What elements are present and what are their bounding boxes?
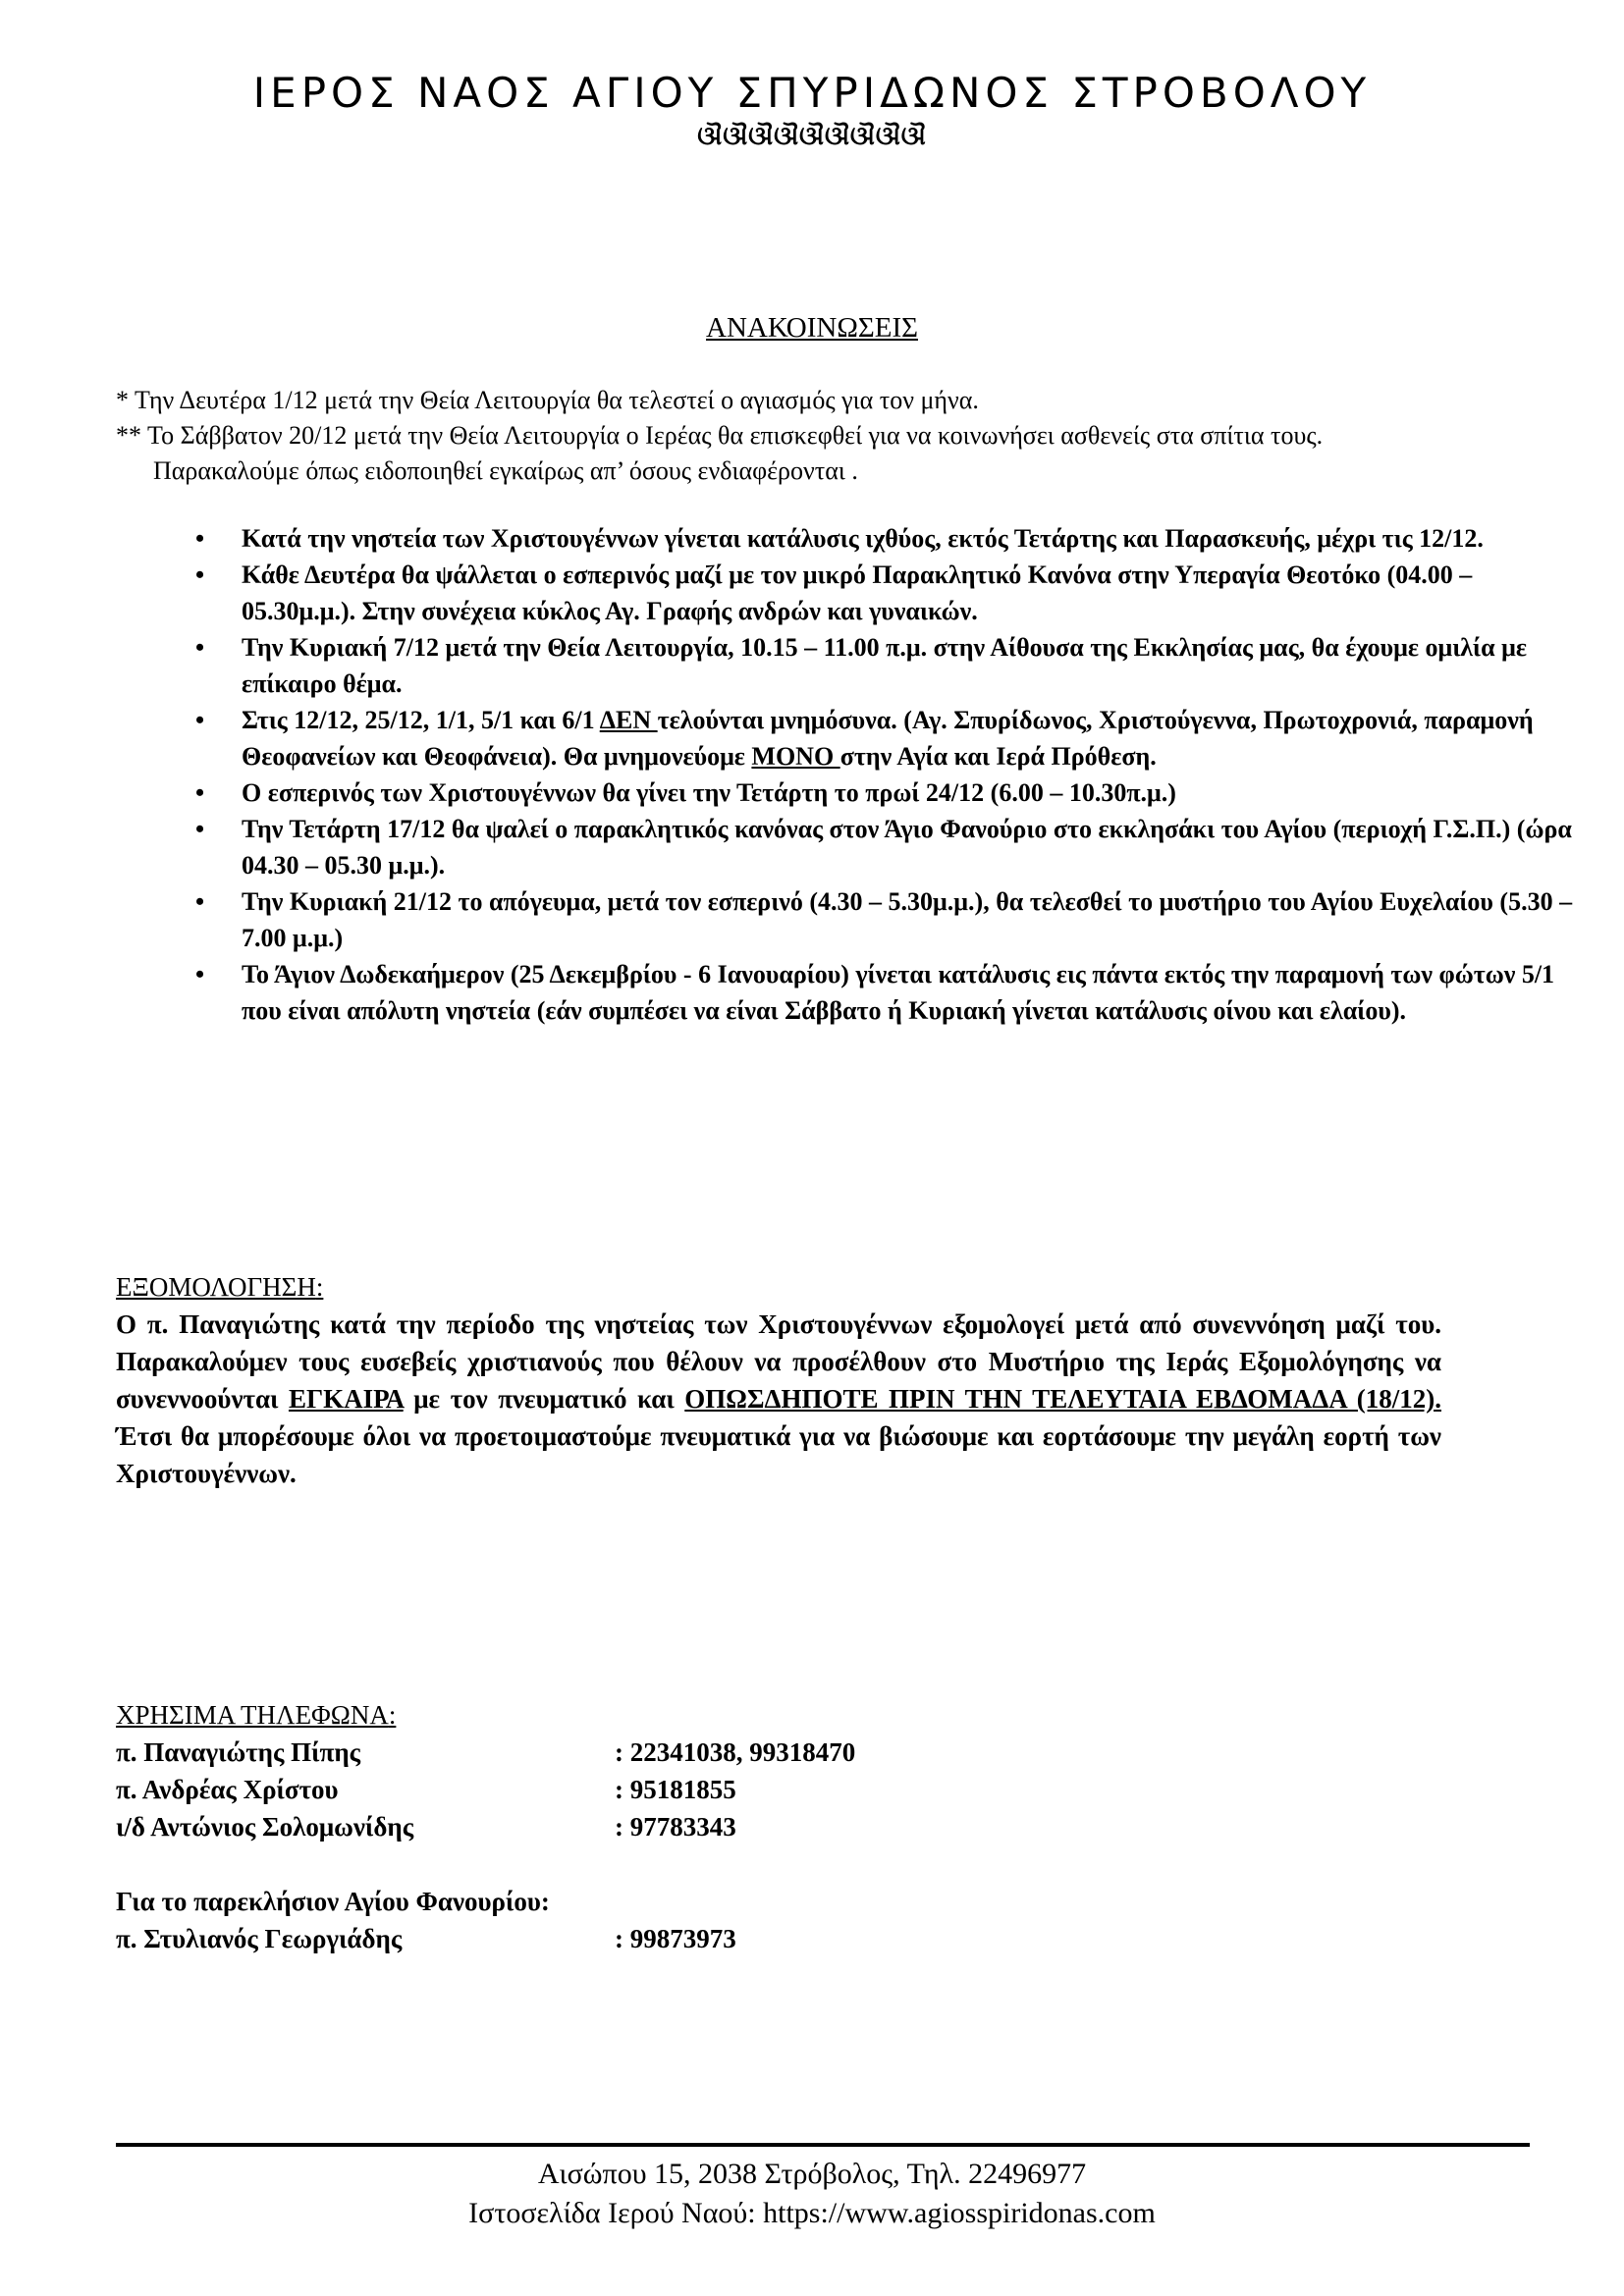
spacer [116, 1845, 1294, 1883]
confession-heading [116, 1268, 1441, 1306]
phone-entry [116, 1920, 1294, 1957]
list-item [195, 811, 1587, 883]
bullet-icon: • [195, 524, 205, 553]
intro-line-3: Παρακαλούμε όπως ειδοποιηθεί εγκαίρως απ’ όσους ενδιαφέρονται . [153, 456, 858, 485]
bullet-text: Την Κυριακή 21/12 το απόγευμα, μετά τον εσπερινό (4.30 – 5.30μ.μ.), θα τελεσθεί το μυστήριο του Αγίου Ευχελαίου (5.30 – 7.00 μ.μ.) [242, 887, 1573, 952]
bullet-icon: • [195, 633, 205, 662]
contact-name: π. Στυλιανός Γεωργιάδης [116, 1924, 403, 1953]
footer-divider [116, 2143, 1530, 2147]
phone-entry [116, 1771, 1294, 1808]
bullet-text: Την Τετάρτη 17/12 θα ψαλεί ο παρακλητικός κανόνας στον Άγιο Φανούριο στο εκκλησάκι του Αγίου (περιοχή Γ.Σ.Π.) (ώρα 04.30 – 05.30 μ.μ.). [242, 815, 1572, 880]
heading-colon: : [388, 1700, 397, 1730]
list-item [195, 702, 1587, 774]
announcements-heading: ΑΝΑΚΟΙΝΩΣΕΙΣ [706, 312, 918, 344]
footer-address: Αισώπου 15, 2038 Στρόβολος, Τηλ. 22496977 [537, 2158, 1087, 2190]
contact-name: ι/δ Αντώνιος Σολομωνίδης [116, 1812, 414, 1842]
list-item [195, 557, 1587, 629]
bullet-text: Ο εσπερινός των Χριστουγέννων θα γίνει την Τετάρτη το πρωί 24/12 (6.00 – 10.30π.μ.) [242, 778, 1176, 807]
chapel-heading: Για το παρεκλήσιον Αγίου Φανουρίου: [116, 1887, 550, 1916]
bullet-text-part: Στις 12/12, 25/12, 1/1, 5/1 και 6/1 [242, 706, 600, 734]
bullet-icon: • [195, 706, 205, 734]
contact-number: : 95181855 [615, 1775, 736, 1804]
bullet-text: Κάθε Δευτέρα θα ψάλλεται ο εσπερινός μαζί με τον μικρό Παρακλητικό Κανόνα στην Υπεραγία Θεοτόκο (04.00 – 05.30μ.μ.). Στην συνέχεια κύκλος Αγ. Γραφής ανδρών και γυναικών. [242, 561, 1473, 625]
useful-phones-section [116, 1696, 1294, 1957]
bullet-icon: • [195, 887, 205, 916]
bullet-text: Την Κυριακή 7/12 μετά την Θεία Λειτουργία, 10.15 – 11.00 π.μ. στην Αίθουσα της Εκκλησίας μας, θα έχουμε ομιλία με επίκαιρο θέμα. [242, 633, 1527, 698]
list-item [195, 520, 1587, 557]
emphasis-deadline: ΟΠΩΣΔΗΠΟΤΕ ΠΡΙΝ ΤΗΝ ΤΕΛΕΥΤΑΙΑ ΕΒΔΟΜΑΔΑ (18/12). [684, 1384, 1442, 1414]
paragraph-text: Έτσι θα μπορέσουμε όλοι να προετοιμαστούμε πνευματικά για να βιώσουμε και εορτάσουμε την μεγάλη εορτή των Χριστουγέννων. [116, 1421, 1441, 1488]
footer-website: Ιστοσελίδα Ιερού Ναού: https://www.agiosspiridonas.com [468, 2197, 1156, 2229]
paragraph-text: Ο π. Παναγιώτης κατά την περίοδο της νηστείας των Χριστουγέννων εξομολογεί μετά από συνεννόηση μαζί του. Παρακαλούμεν τους ευσεβείς χριστιανούς που θέλουν να προσέλθουν στο Μυστήριο της Ιεράς Εξομολόγησης να συνεννοούνται [116, 1309, 1441, 1414]
contact-name: π. Ανδρέας Χρίστου [116, 1775, 339, 1804]
contact-number: : 97783343 [615, 1812, 736, 1842]
phone-entry [116, 1734, 1294, 1771]
bullet-text: Κατά την νηστεία των Χριστουγέννων γίνεται κατάλυσις ιχθύος, εκτός Τετάρτης και Παρασκευής, μέχρι τις 12/12. [242, 524, 1484, 553]
bullet-icon: • [195, 815, 205, 843]
bullet-icon: • [195, 960, 205, 988]
emphasis-timely: ΕΓΚΑΙΡΑ [288, 1384, 404, 1414]
bullet-text-part: στην Αγία και Ιερά Πρόθεση. [839, 742, 1157, 771]
church-title: ΙΕΡΟΣ ΝΑΟΣ ΑΓΙΟΥ ΣΠΥΡΙΔΩΝΟΣ ΣΤΡΟΒΟΛΟΥ [252, 69, 1372, 117]
contact-name: π. Παναγιώτης Πίπης [116, 1737, 361, 1767]
bullet-text-part: τελούνται μνημόσυνα. (Αγ. Σπυρίδωνος, Χριστούγεννα, Πρωτοχρονιά, παραμονή Θεοφανείων και Θεοφάνεια). Θα μνημονεύομε [242, 706, 1534, 771]
intro-line-1: * Την Δευτέρα 1/12 μετά την Θεία Λειτουργία θα τελεστεί ο αγιασμός για τον μήνα. [116, 386, 979, 414]
bullet-icon: • [195, 561, 205, 589]
footer [0, 2155, 1624, 2233]
bullet-icon: • [195, 778, 205, 807]
emphasis-only: ΜΟΝΟ [751, 742, 840, 771]
confession-section [116, 1268, 1441, 1492]
confession-paragraph [116, 1306, 1441, 1492]
list-item [195, 629, 1587, 702]
intro-line-2: ** Το Σάββατον 20/12 μετά την Θεία Λειτουργία ο Ιερέας θα επισκεφθεί για να κοινωνήσει ασθενείς στα σπίτια τους. [116, 421, 1324, 450]
announcements-bullet-list [195, 520, 1587, 1029]
bullet-text: Το Άγιον Δωδεκαήμερον (25 Δεκεμβρίου - 6 Ιανουαρίου) γίνεται κατάλυσις εις πάντα εκτός την παραμονή των φώτων 5/1 που είναι απόλυτη νηστεία (εάν συμπέσει να είναι Σάββατο ή Κυριακή γίνεται κατάλυσις οίνου και ελαίου). [242, 960, 1555, 1025]
confession-title: ΕΞΟΜΟΛΟΓΗΣΗ [116, 1272, 316, 1302]
list-item [195, 774, 1587, 811]
phones-title: ΧΡΗΣΙΜΑ ΤΗΛΕΦΩΝΑ [116, 1700, 389, 1730]
list-item [195, 956, 1587, 1029]
phones-heading [116, 1696, 1294, 1734]
emphasis-not: ΔΕΝ [599, 706, 658, 734]
paragraph-text: με τον πνευματικό και [403, 1384, 685, 1414]
contact-number: : 99873973 [615, 1924, 736, 1953]
phone-entry [116, 1808, 1294, 1845]
heading-colon: : [315, 1272, 324, 1302]
list-item [195, 883, 1587, 956]
contact-number: : 22341038, 99318470 [615, 1737, 856, 1767]
decorative-ornament-line: ଔଔଔଔଔଔଔଔଔ [697, 122, 927, 151]
announcements-intro [116, 383, 1569, 489]
